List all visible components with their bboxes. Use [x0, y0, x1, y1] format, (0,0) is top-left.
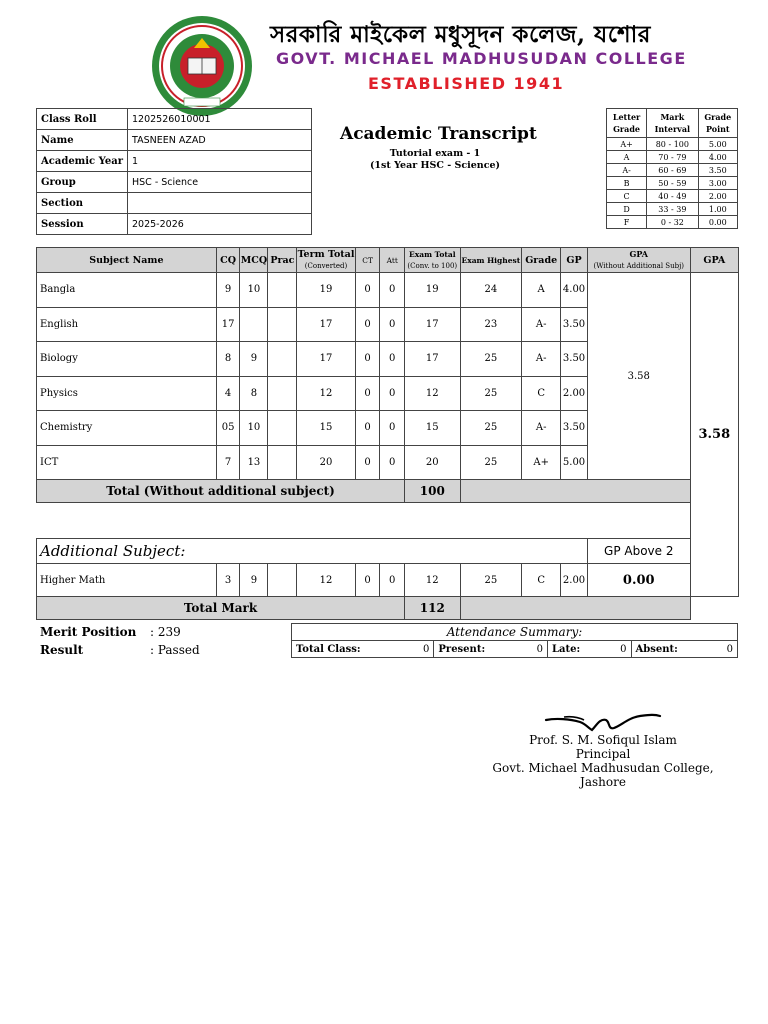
col-subject-name: Subject Name	[37, 248, 217, 273]
total-label: Total (Without additional subject)	[37, 480, 405, 503]
scale-grade: A	[607, 151, 647, 164]
subject-name: Biology	[37, 342, 217, 377]
col-mcq: MCQ	[240, 248, 268, 273]
grade-point: 2.00	[561, 376, 588, 411]
grade-scale-row	[607, 190, 738, 203]
header-line: Point	[705, 124, 730, 134]
term-total: 19	[297, 273, 356, 308]
col-letter-grade	[607, 109, 647, 138]
col-grade-point	[698, 109, 737, 138]
spacer-row	[37, 503, 739, 539]
col-gp: GP	[561, 248, 588, 273]
absent-label: Absent:	[631, 641, 713, 658]
scale-point: 2.00	[698, 190, 737, 203]
scale-interval: 80 - 100	[647, 138, 698, 151]
gp-above-value: 0.00	[587, 564, 690, 597]
ct-mark: 0	[355, 307, 380, 342]
total-class-value: 0	[410, 641, 434, 658]
scale-grade: A-	[607, 164, 647, 177]
scale-grade: B	[607, 177, 647, 190]
scale-interval: 33 - 39	[647, 203, 698, 216]
col-term-total	[297, 248, 356, 273]
student-info-table	[36, 108, 312, 235]
subject-name: English	[37, 307, 217, 342]
exam-total: 12	[405, 376, 460, 411]
merit-position-value: : 239	[150, 625, 181, 639]
header-line: Exam Total	[409, 249, 456, 259]
scale-point: 3.50	[698, 164, 737, 177]
info-row-name	[37, 130, 312, 151]
grade: A+	[522, 445, 561, 480]
grade: A-	[522, 342, 561, 377]
cq-mark: 05	[216, 411, 240, 446]
attendance-title: Attendance Summary:	[292, 624, 738, 641]
prac-mark	[268, 273, 297, 308]
grade-scale-row	[607, 164, 738, 177]
prac-mark	[268, 376, 297, 411]
scale-interval: 0 - 32	[647, 216, 698, 229]
college-name-english: GOVT. MICHAEL MADHUSUDAN COLLEGE	[276, 49, 687, 68]
scale-grade: D	[607, 203, 647, 216]
info-row-section	[37, 193, 312, 214]
ct-mark: 0	[355, 273, 380, 308]
term-total: 12	[297, 564, 356, 597]
exam-total: 20	[405, 445, 460, 480]
col-prac: Prac	[268, 248, 297, 273]
total-mark-value: 112	[405, 597, 460, 620]
established-year: ESTABLISHED 1941	[368, 74, 565, 93]
total-filler	[460, 480, 690, 503]
scale-grade: A+	[607, 138, 647, 151]
info-row-session	[37, 214, 312, 235]
grade: A-	[522, 307, 561, 342]
gp-above-label: GP Above 2	[587, 539, 690, 564]
result-value: : Passed	[150, 643, 200, 657]
att-mark: 0	[380, 411, 405, 446]
col-exam-highest: Exam Highest	[460, 248, 522, 273]
marks-header-row	[37, 248, 739, 273]
mcq-mark: 13	[240, 445, 268, 480]
additional-subject-title: Additional Subject:	[37, 539, 588, 564]
col-cq: CQ	[216, 248, 240, 273]
exam-total: 15	[405, 411, 460, 446]
exam-highest: 23	[460, 307, 522, 342]
exam-total: 12	[405, 564, 460, 597]
term-total: 17	[297, 307, 356, 342]
col-grade: Grade	[522, 248, 561, 273]
exam-total: 17	[405, 342, 460, 377]
info-value: 1	[128, 151, 312, 172]
prac-mark	[268, 411, 297, 446]
present-value: 0	[523, 641, 547, 658]
subject-name: Bangla	[37, 273, 217, 308]
spacer	[37, 503, 691, 539]
header-line: Mark	[660, 112, 685, 122]
info-value: TASNEEN AZAD	[128, 130, 312, 151]
scale-point: 5.00	[698, 138, 737, 151]
grade: A	[522, 273, 561, 308]
info-row-class-roll	[37, 109, 312, 130]
info-row-group	[37, 172, 312, 193]
col-gpa: GPA	[690, 248, 738, 273]
scale-interval: 60 - 69	[647, 164, 698, 177]
scale-point: 0.00	[698, 216, 737, 229]
ct-mark: 0	[355, 445, 380, 480]
ct-mark: 0	[355, 376, 380, 411]
scale-grade: C	[607, 190, 647, 203]
info-label: Session	[37, 214, 128, 235]
header-line: Interval	[654, 124, 691, 134]
gpa-without-additional-value: 3.58	[587, 273, 690, 480]
cq-mark: 9	[216, 273, 240, 308]
info-label: Section	[37, 193, 128, 214]
additional-subject-row	[37, 564, 739, 597]
scale-interval: 70 - 79	[647, 151, 698, 164]
header-line: Letter	[612, 112, 641, 122]
grade: C	[522, 376, 561, 411]
info-label: Group	[37, 172, 128, 193]
header-subline: (Without Additional Subj)	[593, 261, 684, 270]
marks-table	[36, 247, 739, 620]
merit-position-label: Merit Position	[40, 625, 137, 639]
total-class-label: Total Class:	[292, 641, 410, 658]
grade-scale-row	[607, 203, 738, 216]
att-mark: 0	[380, 307, 405, 342]
att-mark: 0	[380, 342, 405, 377]
grade-scale-table	[606, 108, 738, 229]
gpa-value: 3.58	[690, 273, 738, 597]
exam-name: Tutorial exam - 1	[389, 148, 481, 159]
scale-interval: 40 - 49	[647, 190, 698, 203]
exam-highest: 25	[460, 342, 522, 377]
principal-name: Prof. S. M. Sofiqul Islam	[529, 733, 677, 747]
header-line: Grade	[704, 112, 732, 122]
ct-mark: 0	[355, 342, 380, 377]
additional-header-row	[37, 539, 739, 564]
grade: C	[522, 564, 561, 597]
grade-scale-row	[607, 138, 738, 151]
grade-point: 5.00	[561, 445, 588, 480]
mcq-mark: 10	[240, 411, 268, 446]
grade-point: 3.50	[561, 307, 588, 342]
header-subline: (Converted)	[304, 261, 348, 270]
cq-mark: 7	[216, 445, 240, 480]
exam-highest: 24	[460, 273, 522, 308]
total-mark-label: Total Mark	[37, 597, 405, 620]
header-line: Term Total	[297, 248, 355, 260]
exam-highest: 25	[460, 445, 522, 480]
college-name-bengali: সরকারি মাইকেল মধুসূদন কলেজ, যশোর	[270, 21, 651, 48]
principal-title: Principal	[575, 747, 631, 761]
att-mark: 0	[380, 445, 405, 480]
header-subline: (Conv. to 100)	[407, 261, 458, 270]
col-att: Att	[380, 248, 405, 273]
grade-point: 2.00	[561, 564, 588, 597]
total-mark-filler	[460, 597, 690, 620]
exam-subtitle: (1st Year HSC - Science)	[369, 160, 501, 171]
scale-point: 1.00	[698, 203, 737, 216]
cq-mark: 3	[216, 564, 240, 597]
info-value: HSC - Science	[128, 172, 312, 193]
total-row	[37, 480, 739, 503]
grade-scale-row	[607, 151, 738, 164]
mcq-mark	[240, 307, 268, 342]
mcq-mark: 10	[240, 273, 268, 308]
cq-mark: 17	[216, 307, 240, 342]
grade-scale-row	[607, 177, 738, 190]
grade-point: 3.50	[561, 342, 588, 377]
scale-grade: F	[607, 216, 647, 229]
absent-value: 0	[713, 641, 737, 658]
attendance-values-row	[292, 641, 738, 658]
grade-scale-row	[607, 216, 738, 229]
header-line: GPA	[629, 248, 648, 259]
exam-highest: 25	[460, 411, 522, 446]
late-label: Late:	[547, 641, 606, 658]
term-total: 12	[297, 376, 356, 411]
att-mark: 0	[380, 564, 405, 597]
ct-mark: 0	[355, 564, 380, 597]
attendance-summary-table	[291, 623, 738, 658]
info-value	[128, 193, 312, 214]
exam-total: 17	[405, 307, 460, 342]
exam-highest: 25	[460, 376, 522, 411]
result-label: Result	[40, 643, 84, 657]
attendance-title-row	[292, 624, 738, 641]
info-row-academic-year	[37, 151, 312, 172]
grade-scale-header	[607, 109, 738, 138]
mcq-mark: 8	[240, 376, 268, 411]
term-total: 17	[297, 342, 356, 377]
total-mark-row	[37, 597, 739, 620]
info-label: Class Roll	[37, 109, 128, 130]
ct-mark: 0	[355, 411, 380, 446]
info-label: Academic Year	[37, 151, 128, 172]
info-value: 1202526010001	[128, 109, 312, 130]
header-line: Grade	[613, 124, 641, 134]
grade-point: 4.00	[561, 273, 588, 308]
col-mark-interval	[647, 109, 698, 138]
prac-mark	[268, 445, 297, 480]
info-label: Name	[37, 130, 128, 151]
subject-name: Chemistry	[37, 411, 217, 446]
cq-mark: 8	[216, 342, 240, 377]
scale-point: 3.00	[698, 177, 737, 190]
prac-mark	[268, 564, 297, 597]
present-label: Present:	[434, 641, 523, 658]
scale-point: 4.00	[698, 151, 737, 164]
term-total: 20	[297, 445, 356, 480]
subject-name: ICT	[37, 445, 217, 480]
cq-mark: 4	[216, 376, 240, 411]
col-gpa-without-additional	[587, 248, 690, 273]
prac-mark	[268, 307, 297, 342]
prac-mark	[268, 342, 297, 377]
att-mark: 0	[380, 273, 405, 308]
term-total: 15	[297, 411, 356, 446]
col-exam-total	[405, 248, 460, 273]
exam-total: 19	[405, 273, 460, 308]
subject-name: Higher Math	[37, 564, 217, 597]
late-value: 0	[607, 641, 631, 658]
subject-name: Physics	[37, 376, 217, 411]
mcq-mark: 9	[240, 342, 268, 377]
subject-row	[37, 273, 739, 308]
exam-highest: 25	[460, 564, 522, 597]
total-value: 100	[405, 480, 460, 503]
college-full-name: Govt. Michael Madhusudan College, Jashore	[492, 761, 714, 789]
grade-point: 3.50	[561, 411, 588, 446]
college-logo	[150, 14, 254, 118]
mcq-mark: 9	[240, 564, 268, 597]
grade: A-	[522, 411, 561, 446]
att-mark: 0	[380, 376, 405, 411]
scale-interval: 50 - 59	[647, 177, 698, 190]
transcript-title: Academic Transcript	[340, 124, 537, 144]
col-ct: CT	[355, 248, 380, 273]
info-value: 2025-2026	[128, 214, 312, 235]
